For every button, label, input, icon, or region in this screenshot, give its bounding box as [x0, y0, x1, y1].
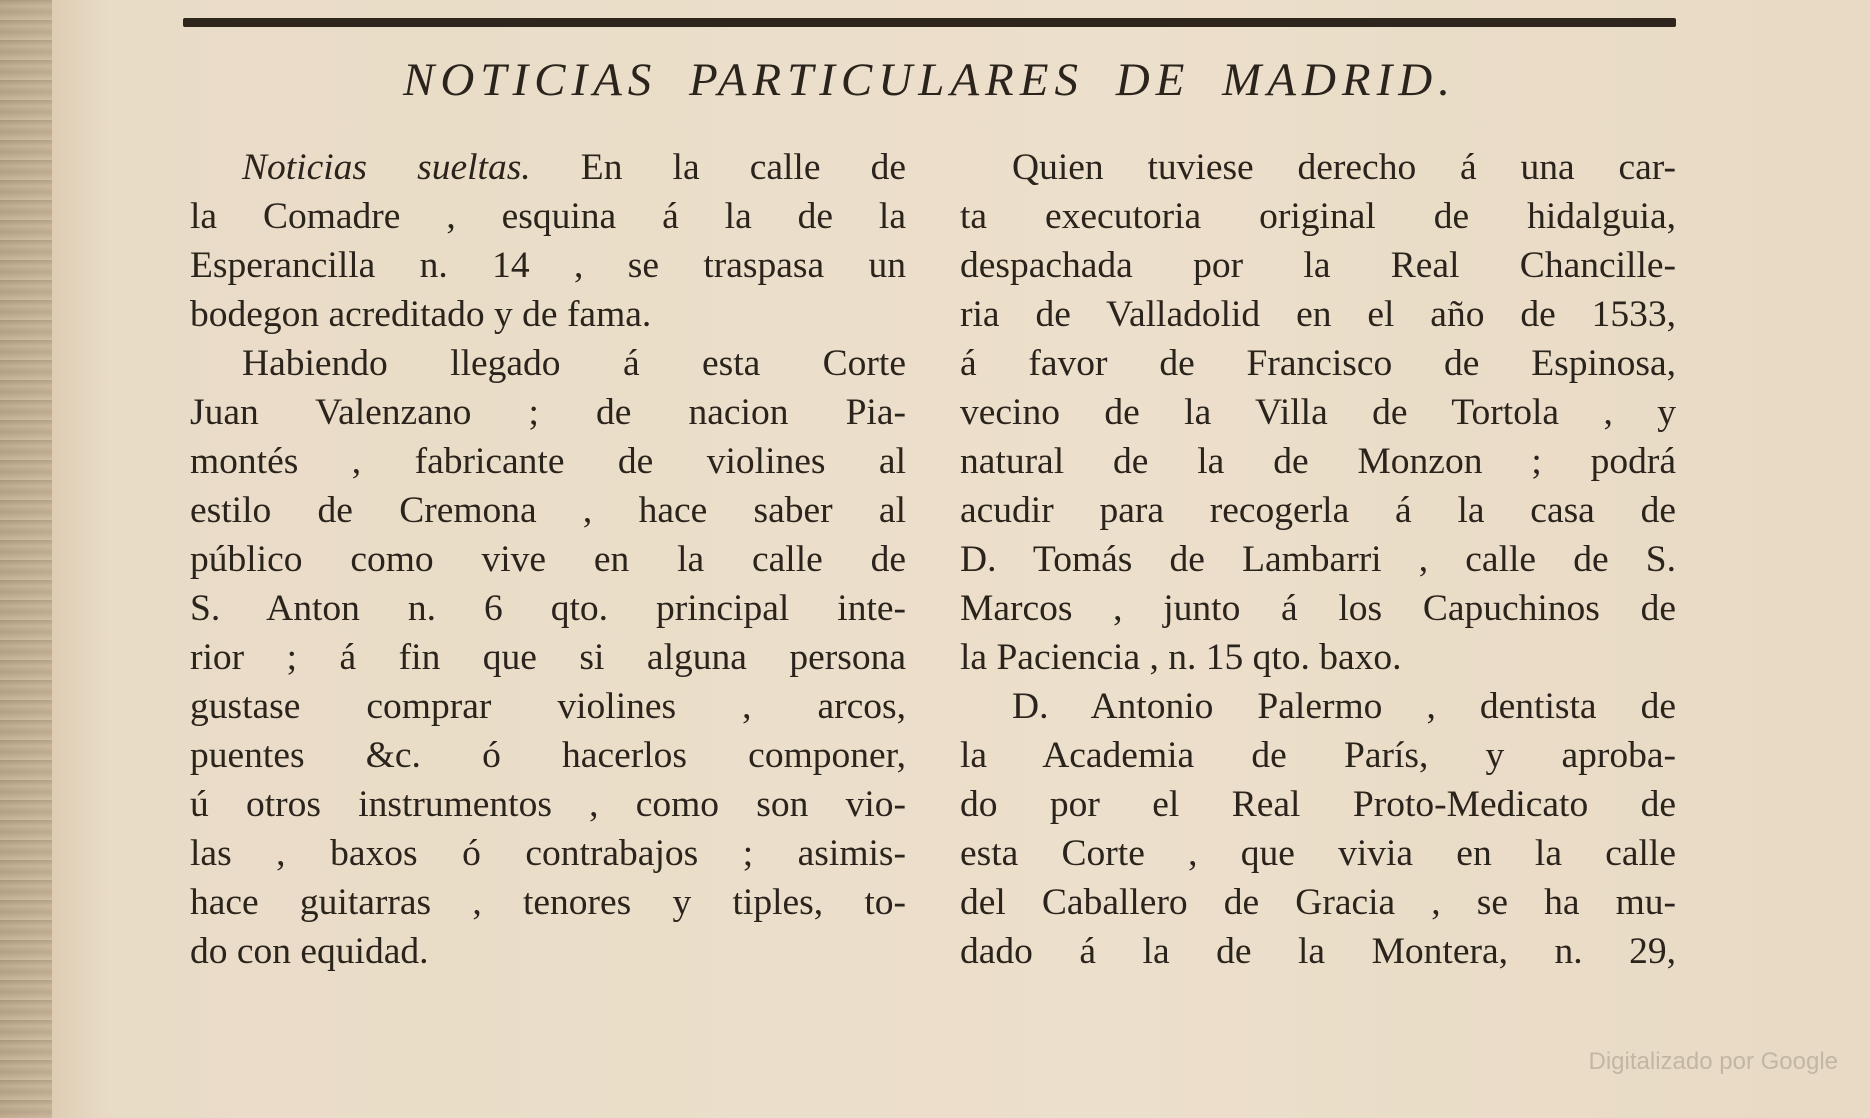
right-column [960, 143, 1676, 983]
text-line: esta Corte , que vivia en la calle [960, 833, 1676, 874]
google-watermark: Digitalizado por Google [1588, 1048, 1838, 1075]
text-line: bodegon acreditado y de fama. [190, 294, 652, 335]
text-line: S. Anton n. 6 qto. principal inte- [190, 588, 906, 629]
text-line: natural de la de Monzon ; podrá [960, 441, 1676, 482]
text-line: ta executoria original de hidalguia, [960, 196, 1676, 237]
text-line: las , baxos ó contrabajos ; asimis- [190, 833, 906, 874]
text-line: montés , fabricante de violines al [190, 441, 906, 482]
text-line: Habiendo llegado á esta Corte [242, 343, 906, 384]
text-line: acudir para recogerla á la casa de [960, 490, 1676, 531]
text-line: Quien tuviese derecho á una car- [1012, 147, 1676, 188]
text-line: do con equidad. [190, 931, 429, 972]
text-line: la Academia de París, y aproba- [960, 735, 1676, 776]
text-line: ú otros instrumentos , como son vio- [190, 784, 906, 825]
text-line: Marcos , junto á los Capuchinos de [960, 588, 1676, 629]
text-line: hace guitarras , tenores y tiples, to- [190, 882, 906, 923]
text-line: despachada por la Real Chancille- [960, 245, 1676, 286]
text-line: estilo de Cremona , hace saber al [190, 490, 906, 531]
text-line: vecino de la Villa de Tortola , y [960, 392, 1676, 433]
text-line: rior ; á fin que si alguna persona [190, 637, 906, 678]
text-line: dado á la de la Montera, n. 29, [960, 931, 1676, 972]
kicker-noticias-sueltas: Noticias sueltas. [242, 147, 531, 188]
book-spine-edge [0, 0, 52, 1118]
text-line: D. Antonio Palermo , dentista de [1012, 686, 1676, 727]
text-line: la Comadre , esquina á la de la [190, 196, 906, 237]
text-line: gustase comprar violines , arcos, [190, 686, 906, 727]
left-column [190, 143, 906, 983]
text-line [190, 143, 906, 192]
text-line: á favor de Francisco de Espinosa, [960, 343, 1676, 384]
text-line: Esperancilla n. 14 , se traspasa un [190, 245, 906, 286]
text-line: la Paciencia , n. 15 qto. baxo. [960, 637, 1402, 678]
text-line: puentes &c. ó hacerlos componer, [190, 735, 906, 776]
text-line: Juan Valenzano ; de nacion Pia- [190, 392, 906, 433]
page-title: NOTICIAS PARTICULARES DE MADRID. [403, 54, 1456, 106]
text-line: D. Tomás de Lambarri , calle de S. [960, 539, 1676, 580]
text-line: ria de Valladolid en el año de 1533, [960, 294, 1676, 335]
text-line: do por el Real Proto-Medicato de [960, 784, 1676, 825]
text-line: público como vive en la calle de [190, 539, 906, 580]
text-line: del Caballero de Gracia , se ha mu- [960, 882, 1676, 923]
text-fragment: En la calle de [580, 147, 906, 188]
header-rule [183, 18, 1676, 27]
